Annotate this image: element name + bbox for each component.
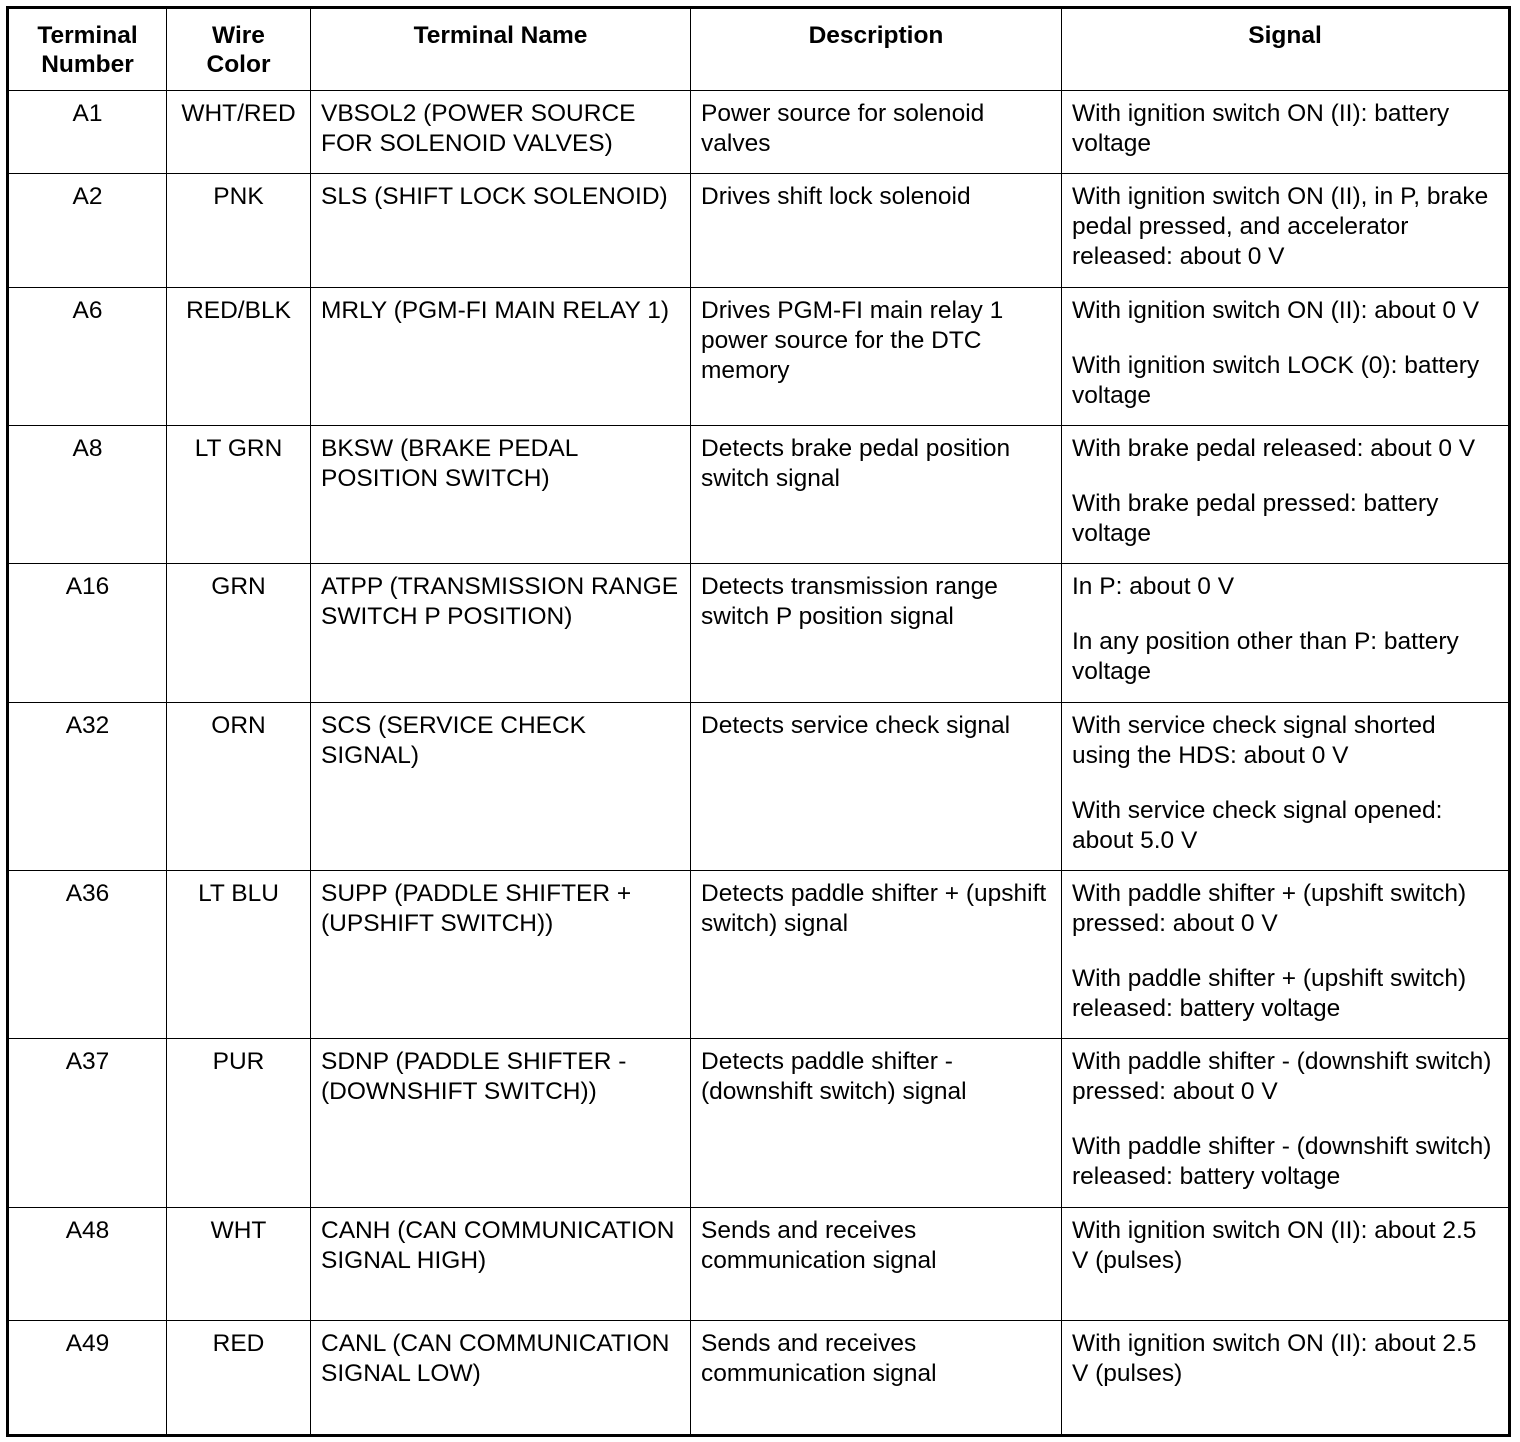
signal-condition: With paddle shifter - (downshift switch) released: battery voltage <box>1072 1133 1492 1190</box>
table-row <box>8 426 1510 564</box>
signal-condition: With brake pedal released: about 0 V <box>1072 435 1476 462</box>
terminal-description: Sends and receives communication signal <box>691 1208 1062 1321</box>
wire-color: RED <box>167 1321 311 1436</box>
terminal-number: A36 <box>8 871 167 1039</box>
terminal-description: Sends and receives communication signal <box>691 1321 1062 1436</box>
signal-condition: With ignition switch ON (II): about 0 V <box>1072 297 1480 324</box>
terminal-number: A16 <box>8 564 167 703</box>
terminal-name: VBSOL2 (POWER SOURCE FOR SOLENOID VALVES) <box>311 91 691 174</box>
terminal-signal <box>1062 1321 1510 1436</box>
terminal-name: SCS (SERVICE CHECK SIGNAL) <box>311 703 691 871</box>
terminal-signal <box>1062 871 1510 1039</box>
terminal-signal <box>1062 91 1510 174</box>
terminal-signal <box>1062 426 1510 564</box>
terminal-description: Detects paddle shifter - (downshift switch) signal <box>691 1039 1062 1208</box>
terminal-name: SUPP (PADDLE SHIFTER + (UPSHIFT SWITCH)) <box>311 871 691 1039</box>
wire-color: RED/BLK <box>167 288 311 426</box>
table-row <box>8 174 1510 288</box>
wire-color: LT GRN <box>167 426 311 564</box>
wire-color: ORN <box>167 703 311 871</box>
table-row <box>8 288 1510 426</box>
table-row <box>8 564 1510 703</box>
terminal-description: Detects service check signal <box>691 703 1062 871</box>
wire-color: WHT/RED <box>167 91 311 174</box>
signal-condition: With paddle shifter - (downshift switch) pressed: about 0 V <box>1072 1048 1492 1105</box>
table-row <box>8 1321 1510 1436</box>
terminal-name: SLS (SHIFT LOCK SOLENOID) <box>311 174 691 288</box>
signal-condition: With paddle shifter + (upshift switch) released: battery voltage <box>1072 965 1467 1022</box>
signal-condition: With ignition switch LOCK (0): battery voltage <box>1072 352 1480 409</box>
header-description: Description <box>691 8 1062 91</box>
table-row <box>8 1208 1510 1321</box>
terminal-description: Detects brake pedal position switch signal <box>691 426 1062 564</box>
signal-condition: With ignition switch ON (II): about 2.5 V (pulses) <box>1072 1330 1477 1387</box>
signal-condition: With ignition switch ON (II): about 2.5 V (pulses) <box>1072 1217 1477 1274</box>
terminal-description: Detects transmission range switch P position signal <box>691 564 1062 703</box>
terminal-description: Drives shift lock solenoid <box>691 174 1062 288</box>
terminal-signal <box>1062 1039 1510 1208</box>
signal-condition: With service check signal shorted using the HDS: about 0 V <box>1072 712 1436 769</box>
header-terminal-name: Terminal Name <box>311 8 691 91</box>
wire-color: PUR <box>167 1039 311 1208</box>
terminal-name: MRLY (PGM-FI MAIN RELAY 1) <box>311 288 691 426</box>
wire-color: LT BLU <box>167 871 311 1039</box>
signal-condition: With service check signal opened: about 5.0 V <box>1072 797 1443 854</box>
terminal-signal <box>1062 564 1510 703</box>
terminal-name: ATPP (TRANSMISSION RANGE SWITCH P POSITION) <box>311 564 691 703</box>
terminal-signal <box>1062 174 1510 288</box>
terminal-name: CANH (CAN COMMUNICATION SIGNAL HIGH) <box>311 1208 691 1321</box>
wire-color: GRN <box>167 564 311 703</box>
terminal-name: BKSW (BRAKE PEDAL POSITION SWITCH) <box>311 426 691 564</box>
terminal-signal <box>1062 703 1510 871</box>
signal-condition: With ignition switch ON (II), in P, brake pedal pressed, and accelerator released: about 0 V <box>1072 183 1489 270</box>
terminal-description: Power source for solenoid valves <box>691 91 1062 174</box>
terminal-number: A32 <box>8 703 167 871</box>
terminal-description: Drives PGM-FI main relay 1 power source for the DTC memory <box>691 288 1062 426</box>
wire-color: PNK <box>167 174 311 288</box>
terminal-description: Detects paddle shifter + (upshift switch) signal <box>691 871 1062 1039</box>
signal-condition: With brake pedal pressed: battery voltage <box>1072 490 1439 547</box>
terminal-number: A1 <box>8 91 167 174</box>
table-row <box>8 871 1510 1039</box>
wire-color: WHT <box>167 1208 311 1321</box>
signal-condition: In any position other than P: battery voltage <box>1072 628 1459 685</box>
terminal-signal <box>1062 1208 1510 1321</box>
terminal-number: A6 <box>8 288 167 426</box>
header-terminal-number: Terminal Number <box>8 8 167 91</box>
terminal-signal <box>1062 288 1510 426</box>
terminal-number: A48 <box>8 1208 167 1321</box>
signal-condition: In P: about 0 V <box>1072 573 1235 600</box>
terminal-pinout-table <box>6 6 1511 1437</box>
table-row <box>8 703 1510 871</box>
terminal-number: A8 <box>8 426 167 564</box>
table-row <box>8 91 1510 174</box>
header-wire-color: Wire Color <box>167 8 311 91</box>
signal-condition: With ignition switch ON (II): battery voltage <box>1072 100 1450 157</box>
terminal-number: A37 <box>8 1039 167 1208</box>
terminal-name: SDNP (PADDLE SHIFTER - (DOWNSHIFT SWITCH)) <box>311 1039 691 1208</box>
signal-condition: With paddle shifter + (upshift switch) pressed: about 0 V <box>1072 880 1467 937</box>
terminal-name: CANL (CAN COMMUNICATION SIGNAL LOW) <box>311 1321 691 1436</box>
terminal-number: A49 <box>8 1321 167 1436</box>
table-row <box>8 1039 1510 1208</box>
header-signal: Signal <box>1062 8 1510 91</box>
table-header-row <box>8 8 1510 91</box>
terminal-number: A2 <box>8 174 167 288</box>
